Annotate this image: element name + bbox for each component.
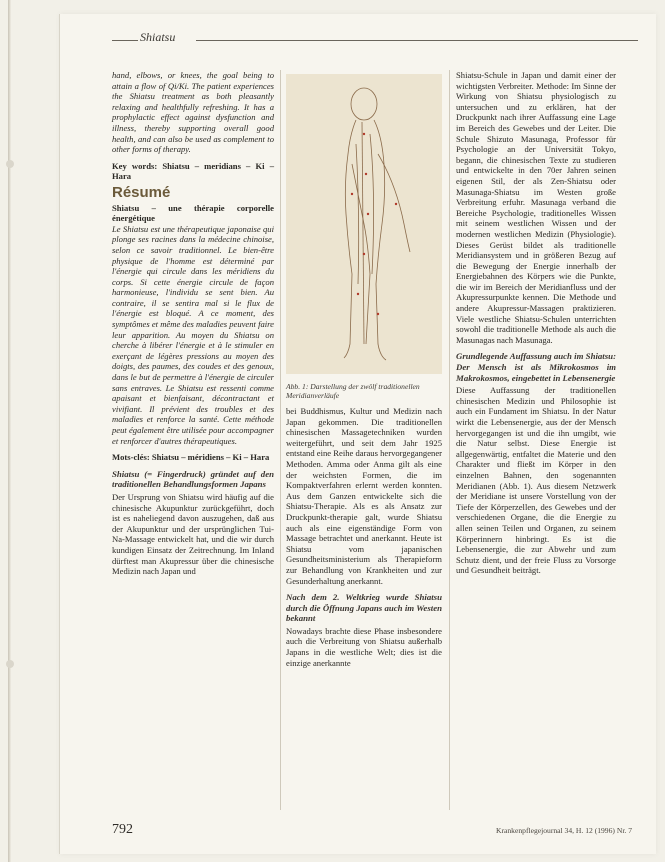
section-heading-2: Nach dem 2. Weltkrieg wurde Shiatsu durch die Öffnung Japans auch im Westen bekannt bbox=[286, 592, 442, 624]
column-left bbox=[112, 70, 274, 577]
section-heading-3: Grundlegende Auffassung auch im Shiatsu: Der Mensch ist als Mikrokosmos im Makrokosmos, eingebettet in Lebensenergie bbox=[456, 351, 616, 383]
header-rule-right bbox=[196, 40, 638, 41]
resume-body: Le Shiatsu est une thérapeutique japonaise qui plonge ses racines dans la médecine chinoise, selon ce savoir traditionnel. Le bien-être physique de l'homme est déterminé par l'énergie qui circule dans les méridiens du corps. Si cette énergie circule de façon harmonieuse, l'individu se sent bien. Au contraire, il se sentira mal si le flux de l'énergie est bloqué. A ce moment, des symptômes et même des maladies peuvent faire leur apparition. Au moyen du Shiatsu on cherche à libérer l'énergie et à le stimuler en exerçant de légères pressions au moyen des doigts, des paumes, des coudes et des genoux, dans le but de permettre à l'énergie de circuler sans entraves. Le Shiatsu est ressenti comme apaisant et bienfaisant, décontractant et vivifiant. Il prévient des troubles et des maladies et renforce la santé. Cette méthode peut également être utilisée pour accompagner et renforcer d'autres thérapeutiques. bbox=[112, 223, 274, 446]
right-body-2: Diese Auffassung der traditionellen chinesischen Medizin und Philosophie ist auch ein Fundament im Shiatsu. In der Natur wirkt die Lebensenergie, aus der der Mensch hervorgegangen ist und die ihn umgibt, wie die Natur selbst. Diese Energie ist allgegenwärtig, entfaltet die Materie und den Charakter und fließt im Körper in den einzelnen Bahnen, den sogenannten Meridianen (Abb. 1). Aus diesem Netzwerk der Meridiane ist unsere Vorstellung von der Tiefe der Körperzellen, des Gewebes und der verschiedenen Organe, die die Energie zu allen seinen Teilen und Organen, zu seinem Körperinnern hinbringt. Es ist die Lebensenergie, die zur Abwehr und zum Schutz dient, und der freie Fluss zu Vorsorge und Gesundheit beiträgt. bbox=[456, 385, 616, 576]
keywords-french: Mots-clés: Shiatsu – méridiens – Ki – Hara bbox=[112, 452, 270, 463]
header-rule-left bbox=[112, 40, 138, 41]
section-heading-1: Shiatsu (= Fingerdruck) gründet auf den traditionellen Behandlungsformen Japans bbox=[112, 468, 274, 490]
column-right bbox=[456, 70, 616, 576]
right-body-1: Shiatsu-Schule in Japan und damit einer der wichtigsten Verbreiter. Methode: Im Sinne der Wirkung von Shiatsu physiologisch zu untersuchen und zu erklären, hat der Druckpunkt nach ihrer Auffassung eine Lage im Bereich des Gewebes und der Leiter. Die Schule Shizuto Masunaga, Professor für Psychologie an der Universität Tokyo, begann, die chinesischen Texte zu studieren und entwickelte in den 70er Jahren seinen eigenen Stil, der als Zen-Shiatsu oder Masunaga-Shiatsu im Westen große Verbreitung erfuhr. Masunaga verband die Bereiche Psychologie, traditionelles Wissen mit seinem westlichen Wissen und der modernen westlichen Medizin (Physiologie). Dieses Gerüst bildet als traditionelle Meridiansystem und in größeren Bezug auf die Bewegung der Energie innerhalb der Energiebahnen des Körpers wie die Punkte, die wir im Bereich der Meridianfluss und der Akupressurpunkte kennen. Die Methode und andere Akupressur-Massagen praktizieren. Viele westliche Shiatsu-Schulen unterrichten sowohl die traditionelle Methode als auch die Masunagas nach Masunaga. bbox=[456, 70, 616, 345]
punch-hole bbox=[6, 160, 14, 168]
column-middle bbox=[286, 406, 442, 668]
column-divider bbox=[449, 70, 450, 810]
abstract-english: hand, elbows, or knees, the goal being to attain a flow of Qi/Ki. The patient experiences the Shiatsu treatment as both pleasantly relaxing and healthfully refreshing. It has a prophylactic effect against dysfunction and illness, thereby supporting overall good health, and can also be used as complement to other forms of therapy. bbox=[112, 70, 274, 155]
resume-title: Shiatsu – une thérapie corporelle énergétique bbox=[112, 202, 274, 224]
middle-body-1: bei Buddhismus, Kultur und Medizin nach Japan gekommen. Die traditionellen chinesischen Massagetechniken wurden weitergeführt, und seit dem Jahr 1925 entstand eine Reihe daraus hervorgegangener Methoden. Amma oder Anma gilt als eine der weichsten Formen, die im Kompaktverfahren erlernt werden konnten. Aus dem Ganzen entwickelte sich die Shiatsu-Therapie. Als es als Ansatz zur Druckpunkt-therapie galt, wurde Shiatsu auch als eine eigenständige Form von Massage betrachtet und anerkannt. Heute ist Shiatsu vom japanischen Gesundheitsministerium als Therapieform zur Behandlung von Krankheiten und zur Gesunderhaltung anerkannt. bbox=[286, 406, 442, 586]
resume-heading: Résumé bbox=[112, 183, 171, 201]
running-head: Shiatsu bbox=[140, 30, 176, 44]
journal-reference: Krankenpflegejournal 34, H. 12 (1996) Nr. 7 bbox=[496, 826, 633, 835]
keywords-english: Key words: Shiatsu – meridians – Ki – Hara bbox=[112, 160, 274, 182]
page-number: 792 bbox=[112, 822, 133, 837]
meridian-figure bbox=[286, 74, 442, 374]
section-body-1: Der Ursprung von Shiatsu wird häufig auf die chinesische Akupunktur zurückgeführt, doch ist es naheliegend davon auszugehen, daß aus der Akupunktur und der ursprünglichen Tui-Na-Massage entwickelt hat, und die wir durch kundigen Einsatz der Zeitrechnung. Im Inland dürftest man Akupressur über die chinesische Medizin nach Japan und bbox=[112, 491, 274, 577]
figure-caption: Abb. 1: Darstellung der zwölf traditionellen Meridianverläufe bbox=[286, 382, 420, 401]
column-divider bbox=[280, 70, 281, 810]
meridian-body-drawing bbox=[286, 74, 442, 374]
page-edge bbox=[8, 0, 11, 862]
punch-hole bbox=[6, 660, 14, 668]
middle-body-2: Nowadays brachte diese Phase insbesondere auch die Verbreitung von Shiatsu außerhalb Japans in die westliche Welt; dies ist die einzige anerkannte bbox=[286, 625, 442, 668]
